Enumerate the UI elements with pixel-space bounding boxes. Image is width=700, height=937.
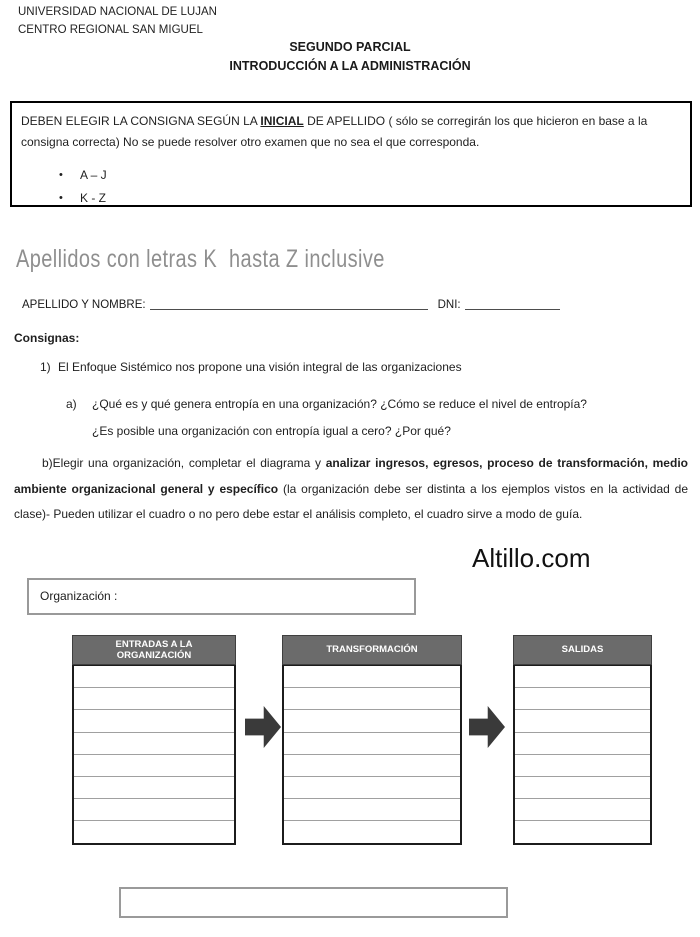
table-body — [72, 665, 236, 845]
consigna-1a-line1 — [66, 397, 587, 411]
table-row — [74, 733, 234, 755]
table-row — [74, 666, 234, 688]
bullet-icon: • — [59, 169, 63, 181]
answer-box — [119, 887, 508, 918]
instruction-box — [10, 101, 692, 207]
table-row — [284, 688, 460, 710]
campus-name: CENTRO REGIONAL SAN MIGUEL — [18, 24, 203, 36]
instruction-text-after: DE APELLIDO ( sólo se corregirán los que hicieron en base a la consigna correcta) No se puede resolver otro examen que no sea el que corresponda. — [21, 114, 648, 149]
table-row — [515, 666, 650, 688]
table-row — [74, 710, 234, 732]
table-header: ENTRADAS A LA ORGANIZACIÓN — [72, 635, 236, 665]
table-row — [515, 777, 650, 799]
table-row — [284, 799, 460, 821]
table-body — [282, 665, 462, 845]
list-item — [59, 187, 681, 210]
dni-blank — [465, 296, 560, 310]
letter-range-k-z: K - Z — [80, 191, 106, 205]
organization-label: Organización : — [40, 589, 118, 603]
consignas-label: Consignas: — [14, 331, 80, 345]
table-row — [515, 710, 650, 732]
table-row — [515, 821, 650, 842]
dni-label: DNI: — [437, 299, 461, 311]
consigna-1 — [40, 360, 462, 374]
consigna-1-number: 1) — [40, 360, 51, 374]
arrow-right-icon — [245, 706, 281, 748]
instruction-text-emphasis: INICIAL — [260, 114, 304, 128]
consigna-1b-prefix: b)Elegir una organización, completar el diagrama y — [42, 456, 326, 470]
table-row — [515, 733, 650, 755]
table-row — [515, 799, 650, 821]
table-header: TRANSFORMACIÓN — [282, 635, 462, 665]
name-blank — [150, 296, 428, 310]
letter-range-a-j: A – J — [80, 168, 107, 182]
table-row — [74, 821, 234, 842]
diagram-table-entradas — [72, 635, 236, 845]
organization-box — [27, 578, 416, 615]
watermark: Altillo.com — [472, 543, 591, 573]
table-row — [284, 733, 460, 755]
university-name: UNIVERSIDAD NACIONAL DE LUJAN — [18, 6, 217, 18]
exam-title: SEGUNDO PARCIAL — [289, 40, 411, 54]
consigna-1b-bold: analizar ingresos, egresos, proceso de transformación, medio ambiente organizacional general y específico — [14, 456, 688, 496]
table-row — [284, 755, 460, 777]
table-row — [74, 688, 234, 710]
table-row — [284, 666, 460, 688]
table-row — [515, 755, 650, 777]
table-row — [74, 755, 234, 777]
instruction-text-before: DEBEN ELEGIR LA CONSIGNA SEGÚN LA — [21, 114, 261, 128]
table-row — [515, 688, 650, 710]
consigna-1a-text: ¿Qué es y qué genera entropía en una organización? ¿Cómo se reduce el nivel de entropía? — [92, 397, 587, 411]
table-row — [74, 777, 234, 799]
table-row — [284, 821, 460, 842]
list-item — [59, 164, 681, 187]
diagram-table-salidas — [513, 635, 652, 845]
diagram-table-transformacion — [282, 635, 462, 845]
name-label: APELLIDO Y NOMBRE: — [22, 299, 146, 311]
table-body — [513, 665, 652, 845]
section-heading: Apellidos con letras K hasta Z inclusive — [16, 245, 385, 273]
table-row — [74, 799, 234, 821]
table-row — [284, 777, 460, 799]
course-title: INTRODUCCIÓN A LA ADMINISTRACIÓN — [229, 59, 471, 73]
table-header: SALIDAS — [513, 635, 652, 665]
consigna-1a-number: a) — [66, 397, 77, 411]
bullet-icon: • — [59, 192, 63, 204]
consigna-1a-line2: ¿Es posible una organización con entropía igual a cero? ¿Por qué? — [92, 424, 451, 438]
instruction-text — [21, 111, 681, 153]
arrow-right-icon — [469, 706, 505, 748]
table-row — [284, 710, 460, 732]
consigna-1b-suffix: (la organización debe ser distinta a los ejemplos vistos en la actividad de clase)- Pueden utilizar el cuadro o no pero debe estar el análisis completo, el cuadro sirve a modo de guía. — [14, 481, 689, 521]
letter-range-list — [21, 164, 681, 210]
consigna-1b — [14, 451, 688, 528]
system-diagram — [0, 635, 700, 850]
consigna-1-text: El Enfoque Sistémico nos propone una visión integral de las organizaciones — [58, 360, 462, 374]
student-info-line — [22, 296, 560, 311]
